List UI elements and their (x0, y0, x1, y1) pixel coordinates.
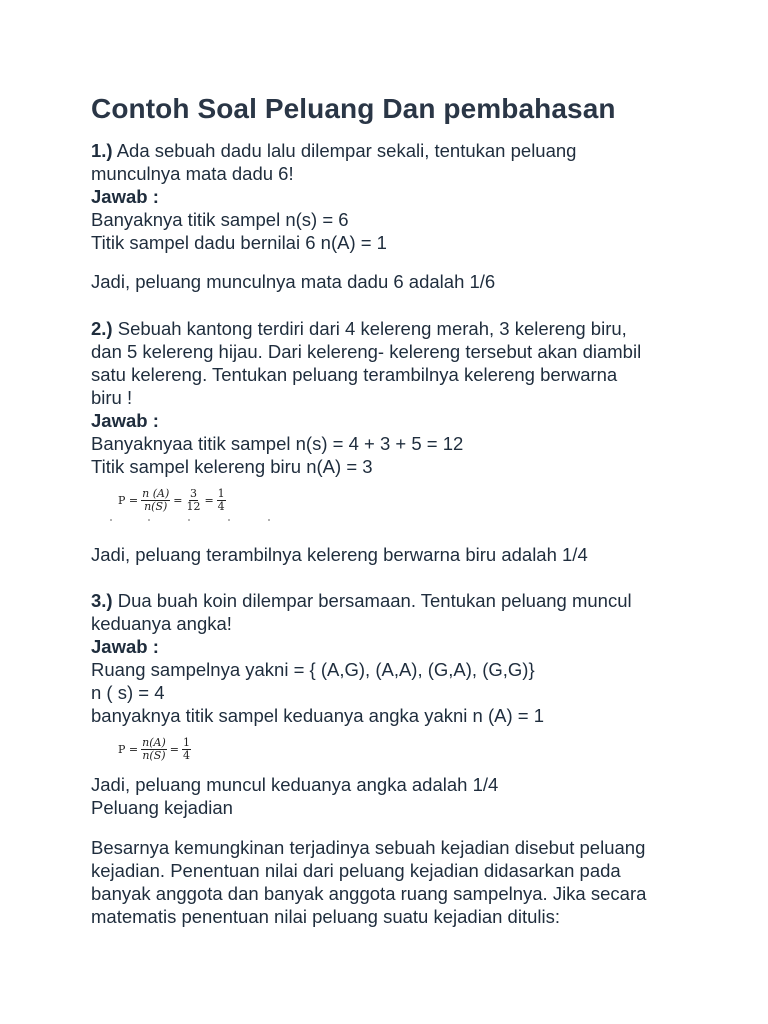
question-2-answer-label: Jawab : (91, 410, 159, 431)
question-1-number: 1.) (91, 140, 113, 161)
question-3-conclusion: Jadi, peluang muncul keduanya angka adalah 1/4 Peluang kejadian (91, 773, 691, 819)
question-3-answer-line: n ( s) = 4 (91, 682, 165, 703)
question-2-text-cont: satu kelereng. Tentukan peluang terambilnya kelereng berwarna (91, 364, 618, 385)
question-3-number: 3.) (91, 590, 113, 611)
question-3-answer-line: banyaknya titik sampel keduanya angka yakni n (A) = 1 (91, 705, 544, 726)
explanation-paragraph: Besarnya kemungkinan terjadinya sebuah kejadian disebut peluang kejadian. Penentuan nilai dari peluang kejadian didasarkan pada banyak anggota dan banyak anggota ruang sampelnya. Jika secara matematis penentuan nilai peluang suatu kejadian ditulis: (91, 837, 647, 927)
question-3-formula: P = $\frac{n(A)}{n(S)}$ = $\frac{1}{4}$ (118, 736, 190, 762)
question-2-text: 2.) Sebuah kantong terdiri dari 4 kelereng merah, 3 kelereng biru, (91, 318, 627, 339)
question-3-answer-line: Ruang sampelnya yakni = { (A,G), (A,A), (G,A), (G,G)} (91, 659, 535, 680)
question-2 (91, 317, 691, 478)
question-2-text-cont: biru ! (91, 387, 133, 408)
question-1-text-cont: munculnya mata dadu 6! (91, 163, 294, 184)
question-3-text-cont: keduanya angka! (91, 613, 232, 634)
question-1-answer-label: Jawab : (91, 186, 159, 207)
section-heading-peluang-kejadian: Peluang kejadian (91, 797, 233, 818)
question-3-answer-label: Jawab : (91, 636, 159, 657)
question-2-answer-line: Titik sampel kelereng biru n(A) = 3 (91, 456, 373, 477)
page-title: Contoh Soal Peluang Dan pembahasan (91, 93, 616, 124)
question-2-text-cont: dan 5 kelereng hijau. Dari kelereng- kelereng tersebut akan diambil (91, 341, 642, 362)
question-1-conclusion: Jadi, peluang munculnya mata dadu 6 adalah 1/6 (91, 271, 496, 292)
question-3-text: 3.) Dua buah koin dilempar bersamaan. Tentukan peluang muncul (91, 590, 632, 611)
question-1-text: 1.) Ada sebuah dadu lalu dilempar sekali, tentukan peluang (91, 140, 577, 161)
question-3 (91, 589, 691, 727)
question-1-answer-line: Banyaknya titik sampel n(s) = 6 (91, 209, 349, 230)
question-2-conclusion: Jadi, peluang terambilnya kelereng berwarna biru adalah 1/4 (91, 544, 588, 565)
question-2-formula: P = $\frac{n (A)}{n(S)}$ = $\frac{3}{12}$ = $\frac{1}{4}$ (118, 487, 225, 513)
question-1-answer-line: Titik sampel dadu bernilai 6 n(A) = 1 (91, 232, 387, 253)
question-2-number: 2.) (91, 318, 113, 339)
scan-artifact-dots (110, 519, 280, 522)
question-2-answer-line: Banyaknyaa titik sampel n(s) = 4 + 3 + 5 = 12 (91, 433, 464, 454)
question-1 (91, 139, 691, 254)
